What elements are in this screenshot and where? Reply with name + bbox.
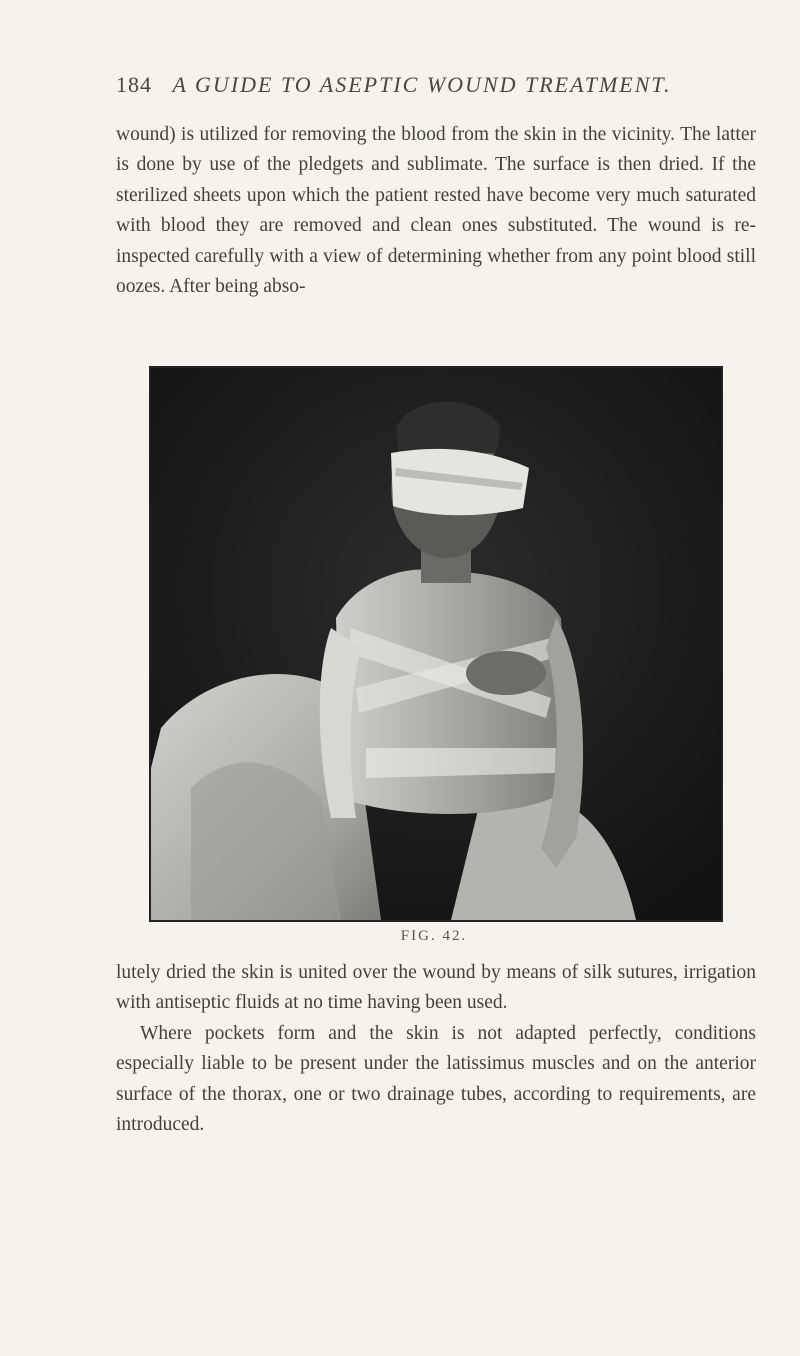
figure-photograph [149,366,723,922]
page-number: 184 [116,72,152,97]
paragraph-3: Where pockets form and the skin is not adapted perfectly, conditions especially liable to be present under the latissimus muscles and on the anterior surface of the thorax, one or two drainage tubes, according to requirements, are introduced. [116,1023,756,1136]
paragraph-1: wound) is utilized for removing the blood from the skin in the vicinity. The latter is done by use of the pledgets and sublimate. The surface is then dried. If the sterilized sheets upon which the patient rested have become very much saturated with blood they are removed and clean ones substituted. The wound is re-inspected carefully with a view of determining whether from any point blood still oozes. After being abso- [116,124,756,298]
figure-caption: FIG. 42. [400,928,468,944]
running-title: A GUIDE TO ASEPTIC WOUND TREATMENT. [172,72,672,97]
paragraph-2: lutely dried the skin is united over the wound by means of silk sutures, irrigation with antiseptic fluids at no time having been used. [116,962,756,1014]
bandaged-patient-photo [151,368,721,920]
running-header [116,72,756,98]
